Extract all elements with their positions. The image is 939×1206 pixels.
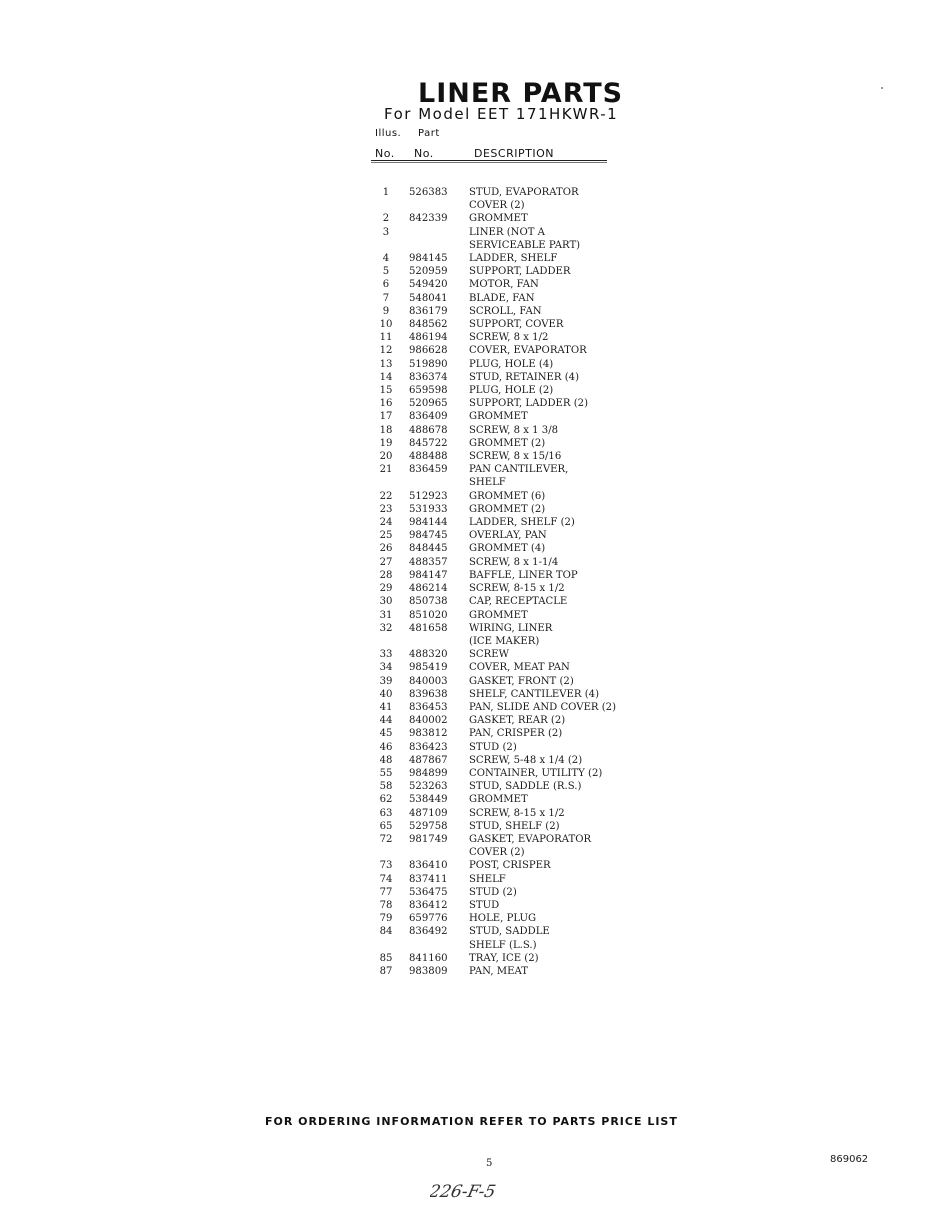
part-number: 549420 — [409, 279, 448, 291]
table-row — [373, 278, 633, 291]
illus-number: 40 — [379, 688, 393, 700]
part-description: GASKET, EVAPORATOR — [469, 833, 592, 845]
part-number: 984745 — [409, 530, 448, 542]
part-description: PLUG, HOLE (4) — [469, 358, 554, 370]
table-row — [373, 424, 633, 437]
table-row — [373, 437, 633, 450]
part-description: STUD, SADDLE (R.S.) — [469, 781, 582, 793]
handwritten-note-text: 226-F-5 — [430, 1182, 498, 1202]
part-number: 836412 — [409, 899, 448, 911]
part-number: 536475 — [409, 886, 448, 898]
illus-number: 25 — [379, 530, 393, 542]
part-description: LADDER, SHELF (2) — [469, 517, 575, 529]
table-row — [373, 384, 633, 397]
illus-number: 26 — [379, 543, 393, 555]
part-description: COVER, EVAPORATOR — [469, 345, 587, 357]
illus-number: 58 — [379, 781, 393, 793]
table-row — [373, 793, 633, 806]
part-number: 487867 — [409, 754, 448, 766]
table-row — [373, 463, 633, 476]
part-description: POST, CRISPER — [469, 860, 551, 872]
part-number: 836179 — [409, 305, 448, 317]
parts-list — [373, 186, 633, 978]
illus-number: 5 — [382, 266, 390, 278]
part-number: 841160 — [409, 952, 448, 964]
illus-number: 12 — [379, 345, 393, 357]
illus-number: 27 — [379, 556, 393, 568]
part-number: 488678 — [409, 424, 448, 436]
header-illus-no: No. — [375, 147, 395, 160]
illus-number: 18 — [379, 424, 393, 436]
table-row — [373, 226, 633, 239]
illus-number: 24 — [379, 517, 393, 529]
part-description: COVER (2) — [469, 200, 525, 212]
part-description: GROMMET (2) — [469, 503, 546, 515]
part-number: 842339 — [409, 213, 448, 225]
part-description: GROMMET — [469, 213, 528, 225]
table-row — [373, 199, 633, 212]
illus-number: 7 — [382, 292, 390, 304]
table-row — [373, 754, 633, 767]
table-row — [373, 833, 633, 846]
part-number: 983812 — [409, 728, 448, 740]
table-row — [373, 371, 633, 384]
part-description: SCREW, 8 x 15/16 — [469, 451, 562, 463]
illus-number: 28 — [379, 569, 393, 581]
table-row — [373, 595, 633, 608]
table-row — [373, 305, 633, 318]
table-row — [373, 212, 633, 225]
illus-number — [373, 476, 399, 489]
handwritten-note-svg — [430, 1180, 540, 1202]
table-row — [373, 186, 633, 199]
part-description: PAN, SLIDE AND COVER (2) — [469, 701, 617, 713]
table-row — [373, 661, 633, 674]
part-description: PAN CANTILEVER, — [469, 464, 569, 476]
part-description: GROMMET (6) — [469, 490, 546, 502]
part-description: LINER (NOT A — [469, 226, 545, 238]
part-description: WIRING, LINER — [469, 622, 553, 634]
part-number — [399, 199, 469, 212]
document-number: 869062 — [830, 1154, 869, 1165]
part-description: HOLE, PLUG — [469, 913, 537, 925]
part-number: 848445 — [409, 543, 448, 555]
table-row — [373, 688, 633, 701]
part-number: 548041 — [409, 292, 448, 304]
part-number: 512923 — [409, 490, 448, 502]
part-number: 984899 — [409, 767, 448, 779]
part-number: 985419 — [409, 662, 448, 674]
part-number: 981749 — [409, 833, 448, 845]
part-number — [399, 939, 469, 952]
table-row — [373, 410, 633, 423]
illus-number: 2 — [382, 213, 390, 225]
illus-number: 11 — [379, 332, 393, 344]
header-part: Part — [418, 128, 440, 139]
part-description: GROMMET — [469, 609, 528, 621]
table-row — [373, 939, 633, 952]
table-row — [373, 925, 633, 938]
part-number: 836459 — [409, 464, 448, 476]
table-row — [373, 780, 633, 793]
illus-number: 55 — [379, 767, 393, 779]
part-number: 486194 — [409, 332, 448, 344]
illus-number: 29 — [379, 583, 393, 595]
table-row — [373, 820, 633, 833]
part-description: SERVICEABLE PART) — [469, 239, 581, 251]
illus-number: 41 — [379, 701, 393, 713]
table-row — [373, 899, 633, 912]
table-row — [373, 252, 633, 265]
model-subtitle: For Model EET 171HKWR-1 — [384, 105, 619, 123]
part-number: 983809 — [409, 965, 448, 977]
illus-number: 72 — [379, 833, 393, 845]
illus-number: 22 — [379, 490, 393, 502]
illus-number: 77 — [379, 886, 393, 898]
part-description: OVERLAY, PAN — [469, 530, 547, 542]
part-description: GROMMET (4) — [469, 543, 546, 555]
part-description: SHELF (L.S.) — [469, 939, 537, 951]
table-row — [373, 265, 633, 278]
part-number: 538449 — [409, 794, 448, 806]
table-row — [373, 358, 633, 371]
part-description: CAP, RECEPTACLE — [469, 596, 568, 608]
illus-number — [373, 846, 399, 859]
part-number: 840002 — [409, 715, 448, 727]
part-number: 984147 — [409, 569, 448, 581]
table-row — [373, 318, 633, 331]
table-row — [373, 727, 633, 740]
part-description: SCREW, 8-15 x 1/2 — [469, 583, 565, 595]
part-description: LADDER, SHELF — [469, 253, 558, 265]
part-number: 836409 — [409, 411, 448, 423]
table-row — [373, 648, 633, 661]
part-number — [399, 476, 469, 489]
table-row — [373, 609, 633, 622]
illus-number: 73 — [379, 860, 393, 872]
part-description: SUPPORT, COVER — [469, 319, 564, 331]
part-number: 836374 — [409, 371, 448, 383]
part-number: 851020 — [409, 609, 448, 621]
table-row — [373, 807, 633, 820]
part-number: 520965 — [409, 398, 448, 410]
illus-number: 16 — [379, 398, 393, 410]
illus-number — [373, 239, 399, 252]
table-row — [373, 675, 633, 688]
part-description: GASKET, FRONT (2) — [469, 675, 574, 687]
part-number: 487109 — [409, 807, 448, 819]
part-number — [399, 846, 469, 859]
part-description: STUD, EVAPORATOR — [469, 187, 579, 198]
illus-number: 79 — [379, 913, 393, 925]
illus-number: 78 — [379, 899, 393, 911]
part-description: SHELF — [469, 477, 506, 489]
part-description: BAFFLE, LINER TOP — [469, 569, 578, 581]
part-description: GASKET, REAR (2) — [469, 715, 566, 727]
illus-number: 15 — [379, 385, 393, 397]
table-row — [373, 344, 633, 357]
part-number: 848562 — [409, 319, 448, 331]
part-number: 845722 — [409, 437, 448, 449]
ordering-footer: FOR ORDERING INFORMATION REFER TO PARTS PRICE LIST — [265, 1115, 678, 1128]
table-row — [373, 292, 633, 305]
table-row — [373, 490, 633, 503]
part-number: 839638 — [409, 688, 448, 700]
part-description: MOTOR, FAN — [469, 279, 539, 291]
part-number: 481658 — [409, 622, 448, 634]
table-row — [373, 965, 633, 978]
part-description: SCREW, 8-15 x 1/2 — [469, 807, 565, 819]
part-description: SCREW — [469, 649, 509, 661]
part-description: (ICE MAKER) — [469, 635, 540, 647]
part-description: CONTAINER, UTILITY (2) — [469, 767, 603, 779]
illus-number: 3 — [382, 226, 390, 238]
illus-number: 31 — [379, 609, 393, 621]
table-row — [373, 767, 633, 780]
illus-number: 33 — [379, 649, 393, 661]
illus-number: 62 — [379, 794, 393, 806]
part-number: 488320 — [409, 649, 448, 661]
table-row — [373, 450, 633, 463]
part-description: STUD, SADDLE — [469, 926, 550, 938]
part-number: 659598 — [409, 385, 448, 397]
table-row — [373, 714, 633, 727]
header-part-no: No. — [414, 147, 434, 160]
part-description: SHELF — [469, 873, 506, 885]
table-row — [373, 542, 633, 555]
illus-number: 10 — [379, 319, 393, 331]
illus-number: 4 — [382, 253, 390, 265]
illus-number: 46 — [379, 741, 393, 753]
part-description: PAN, CRISPER (2) — [469, 728, 563, 740]
illus-number: 84 — [379, 926, 393, 938]
illus-number: 6 — [382, 279, 390, 291]
illus-number: 30 — [379, 596, 393, 608]
illus-number: 19 — [379, 437, 393, 449]
table-row — [373, 331, 633, 344]
page-title: LINER PARTS — [418, 78, 624, 109]
part-number: 526383 — [409, 187, 448, 198]
illus-number: 45 — [379, 728, 393, 740]
part-description: SCROLL, FAN — [469, 305, 542, 317]
part-description: PLUG, HOLE (2) — [469, 385, 554, 397]
part-number: 840003 — [409, 675, 448, 687]
part-number: 984144 — [409, 517, 448, 529]
scan-speck — [881, 87, 883, 89]
part-description: SUPPORT, LADDER (2) — [469, 398, 589, 410]
part-number: 836423 — [409, 741, 448, 753]
part-description: GROMMET — [469, 411, 528, 423]
illus-number — [373, 939, 399, 952]
part-description: SCREW, 8 x 1 3/8 — [469, 424, 559, 436]
part-number: 529758 — [409, 820, 448, 832]
illus-number: 9 — [382, 305, 390, 317]
illus-number: 63 — [379, 807, 393, 819]
part-number: 519890 — [409, 358, 448, 370]
illus-number: 85 — [379, 952, 393, 964]
part-description: COVER, MEAT PAN — [469, 662, 570, 674]
page-number: 5 — [486, 1158, 493, 1169]
illus-number: 87 — [379, 965, 393, 977]
part-description: STUD — [469, 899, 500, 911]
part-description: STUD (2) — [469, 886, 517, 898]
part-number: 523263 — [409, 781, 448, 793]
table-row — [373, 239, 633, 252]
illus-number: 34 — [379, 662, 393, 674]
table-row — [373, 529, 633, 542]
part-number: 531933 — [409, 503, 448, 515]
illus-number: 13 — [379, 358, 393, 370]
part-number: 837411 — [409, 873, 448, 885]
table-row — [373, 846, 633, 859]
header-divider-secondary — [371, 162, 607, 163]
table-row — [373, 952, 633, 965]
part-number — [399, 226, 469, 239]
part-number: 850738 — [409, 596, 448, 608]
illus-number: 14 — [379, 371, 393, 383]
part-description: TRAY, ICE (2) — [469, 952, 539, 964]
illus-number: 44 — [379, 715, 393, 727]
table-row — [373, 582, 633, 595]
table-row — [373, 503, 633, 516]
table-row — [373, 859, 633, 872]
part-description: SCREW, 8 x 1/2 — [469, 332, 549, 344]
illus-number: 20 — [379, 451, 393, 463]
illus-number: 32 — [379, 622, 393, 634]
part-description: STUD, SHELF (2) — [469, 820, 560, 832]
illus-number: 21 — [379, 464, 393, 476]
illus-number: 48 — [379, 754, 393, 766]
header-illus: Illus. — [375, 128, 402, 139]
part-description: SHELF, CANTILEVER (4) — [469, 688, 600, 700]
illus-number: 17 — [379, 411, 393, 423]
part-number: 986628 — [409, 345, 448, 357]
table-row — [373, 476, 633, 489]
part-number: 836453 — [409, 701, 448, 713]
part-number: 836410 — [409, 860, 448, 872]
part-number: 836492 — [409, 926, 448, 938]
table-row — [373, 397, 633, 410]
part-description: SUPPORT, LADDER — [469, 266, 571, 278]
table-row — [373, 873, 633, 886]
part-number: 488357 — [409, 556, 448, 568]
part-number — [399, 635, 469, 648]
table-row — [373, 516, 633, 529]
illus-number: 74 — [379, 873, 393, 885]
part-number: 659776 — [409, 913, 448, 925]
part-description: SCREW, 5-48 x 1/4 (2) — [469, 754, 583, 766]
table-row — [373, 886, 633, 899]
table-row — [373, 741, 633, 754]
part-description: SCREW, 8 x 1-1/4 — [469, 556, 559, 568]
part-description: GROMMET (2) — [469, 437, 546, 449]
header-description: DESCRIPTION — [474, 147, 554, 160]
illus-number: 65 — [379, 820, 393, 832]
part-description: STUD, RETAINER (4) — [469, 371, 580, 383]
table-row — [373, 912, 633, 925]
part-number: 488488 — [409, 451, 448, 463]
part-description: BLADE, FAN — [469, 292, 535, 304]
part-description: PAN, MEAT — [469, 965, 528, 977]
illus-number: 23 — [379, 503, 393, 515]
table-row — [373, 556, 633, 569]
illus-number: 39 — [379, 675, 393, 687]
header-divider — [371, 160, 607, 161]
illus-number — [373, 635, 399, 648]
table-row — [373, 635, 633, 648]
table-row — [373, 622, 633, 635]
part-description: STUD (2) — [469, 741, 517, 753]
handwritten-note — [430, 1180, 540, 1206]
table-row — [373, 701, 633, 714]
part-description: GROMMET — [469, 794, 528, 806]
part-description: COVER (2) — [469, 847, 525, 859]
part-number: 984145 — [409, 253, 448, 265]
part-number: 520959 — [409, 266, 448, 278]
table-row — [373, 569, 633, 582]
illus-number: 1 — [382, 187, 390, 198]
part-number — [399, 239, 469, 252]
part-number: 486214 — [409, 583, 448, 595]
illus-number — [373, 199, 399, 212]
